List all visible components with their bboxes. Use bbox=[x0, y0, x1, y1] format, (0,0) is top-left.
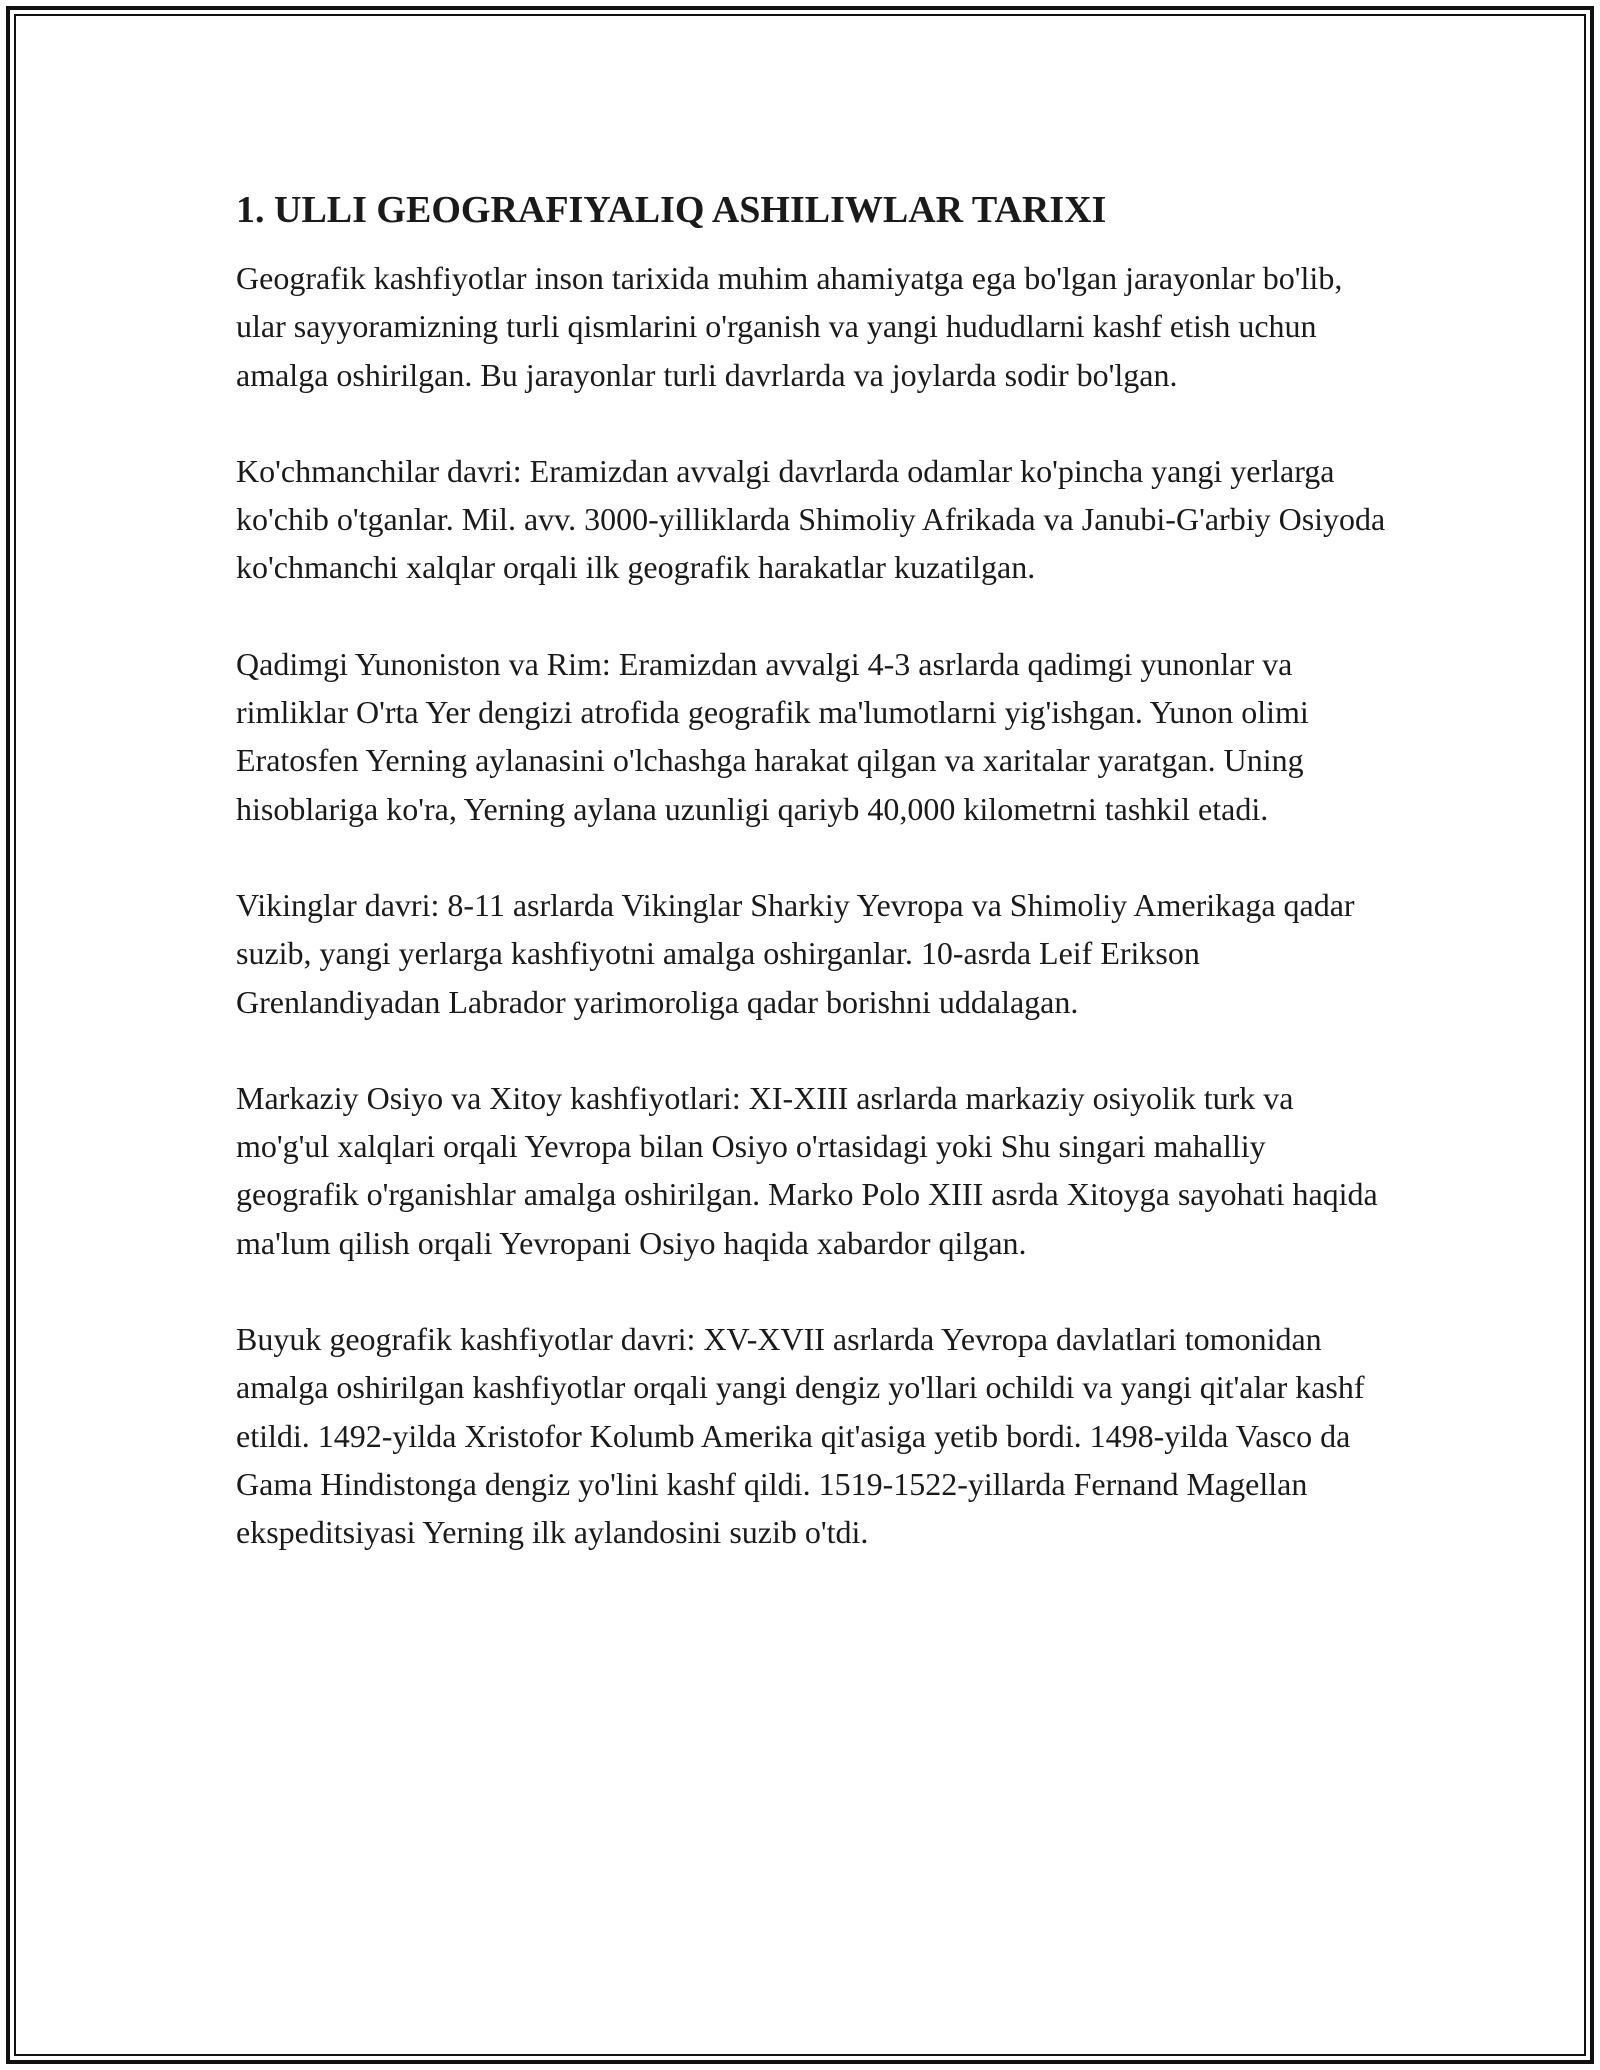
paragraph-greece-rome: Qadimgi Yunoniston va Rim: Eramizdan avvalgi 4-3 asrlarda qadimgi yunonlar va rimliklar O'rta Yer dengizi atrofida geografik ma'lumotlarni yig'ishgan. Yunon olimi Eratosfen Yerning aylanasini o'lchashga harakat qilgan va xaritalar yaratgan. Uning hisoblariga ko'ra, Yerning aylana uzunligi qariyb 40,000 kilometrni tashkil etadi. bbox=[236, 645, 1309, 827]
document-page bbox=[236, 186, 1386, 1557]
paragraph-vikings: Vikinglar davri: 8-11 asrlarda Vikinglar Sharkiy Yevropa va Shimoliy Amerikaga qadar suzib, yangi yerlarga kashfiyotni amalga oshirganlar. 10-asrda Leif Erikson Grenlandiyadan Labrador yarimoroliga qadar borishni uddalagan. bbox=[236, 886, 1355, 1020]
document-title: 1. ULLI GEOGRAFIYALIQ ASHILIWLAR TARIXI bbox=[236, 189, 1107, 231]
paragraph-intro: Geografik kashfiyotlar inson tarixida muhim ahamiyatga ega bo'lgan jarayonlar bo'lib, ular sayyoramizning turli qismlarini o'rganish va yangi hududlarni kashf etish uchun amalga oshirilgan. Bu jarayonlar turli davrlarda va joylarda sodir bo'lgan. bbox=[236, 260, 1343, 393]
paragraph-central-asia-china: Markaziy Osiyo va Xitoy kashfiyotlari: XI-XIII asrlarda markaziy osiyolik turk va mo'g'ul xalqlari orqali Yevropa bilan Osiyo o'rtasidagi yoki Shu singari mahalliy geografik o'rganishlar amalga oshirilgan. Marko Polo XIII asrda Xitoyga sayohati haqida ma'lum qilish orqali Yevropani Osiyo haqida xabardor qilgan. bbox=[236, 1079, 1378, 1261]
paragraph-great-discoveries: Buyuk geografik kashfiyotlar davri: XV-XVII asrlarda Yevropa davlatlari tomonidan amalga oshirilgan kashfiyotlar orqali yangi dengiz yo'llari ochildi va yangi qit'alar kashf etildi. 1492-yilda Xristofor Kolumb Amerika qit'asiga yetib bordi. 1498-yilda Vasco da Gama Hindistonga dengiz yo'lini kashf qildi. 1519-1522-yillarda Fernand Magellan ekspeditsiyasi Yerning ilk aylandosini suzib o'tdi. bbox=[236, 1321, 1365, 1551]
paragraph-nomads: Ko'chmanchilar davri: Eramizdan avvalgi davrlarda odamlar ko'pincha yangi yerlarga ko'chib o'tganlar. Mil. avv. 3000-yilliklarda Shimoliy Afrikada va Janubi-G'arbiy Osiyoda ko'chmanchi xalqlar orqali ilk geografik harakatlar kuzatilgan. bbox=[236, 452, 1386, 586]
